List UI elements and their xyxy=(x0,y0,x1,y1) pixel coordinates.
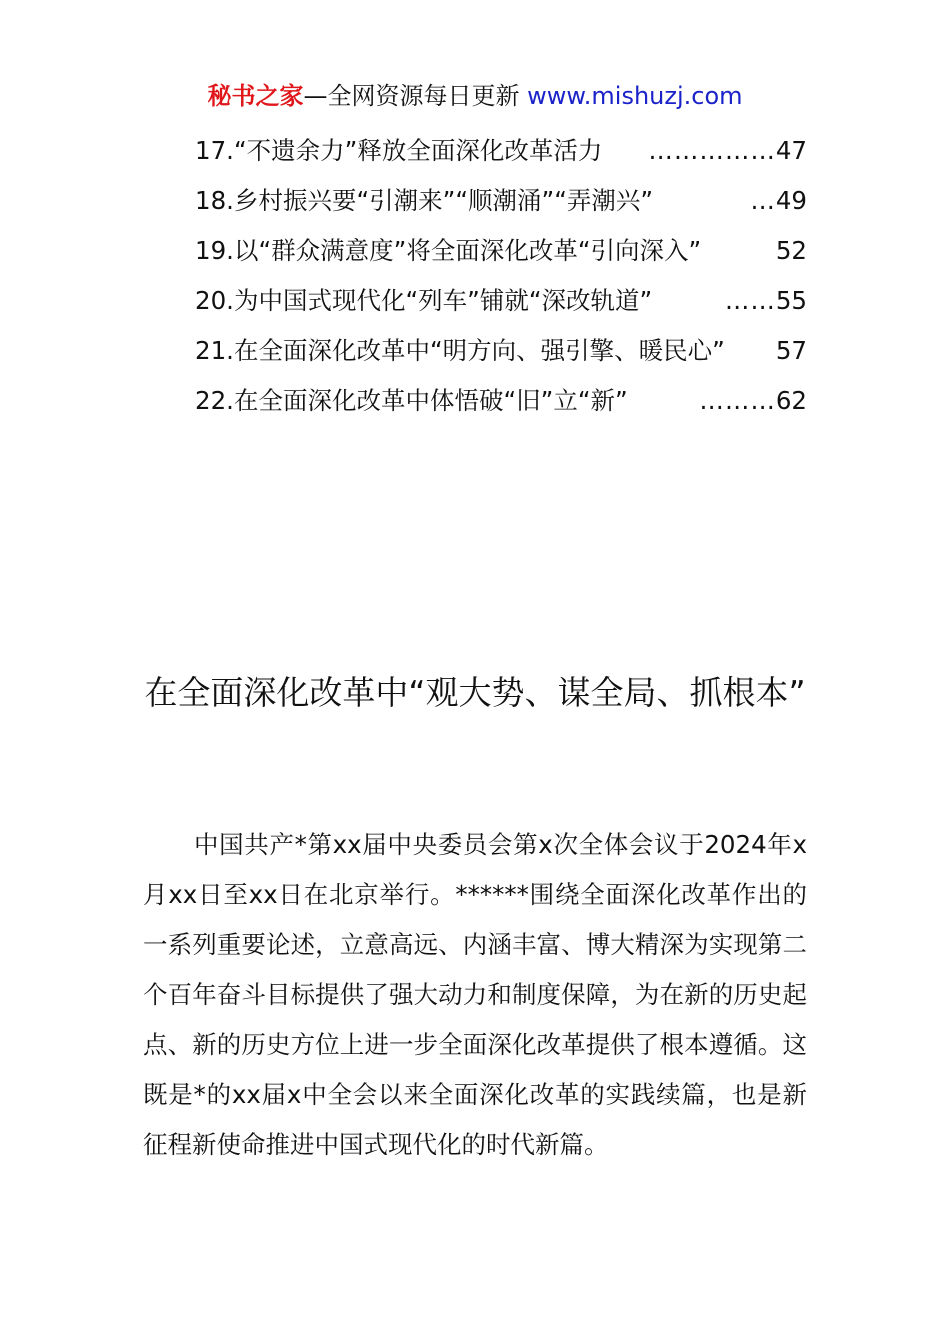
toc-item-page: 55 xyxy=(775,286,807,315)
toc-item[interactable] xyxy=(195,176,807,226)
toc-item[interactable] xyxy=(195,276,807,326)
site-header xyxy=(0,80,950,112)
toc-item-title: 18.乡村振兴要“引潮来”“顺潮涌”“弄潮兴” xyxy=(195,186,654,215)
toc-item-dots: ……… xyxy=(699,386,776,415)
toc-item-title: 19.以“群众满意度”将全面深化改革“引向深入” xyxy=(195,236,702,265)
toc-item-title: 22.在全面深化改革中体悟破“旧”立“新” xyxy=(195,386,628,415)
toc-item[interactable] xyxy=(195,376,807,426)
toc-item-dots: …………… xyxy=(648,136,776,165)
table-of-contents xyxy=(195,126,807,426)
toc-item-title: 20.为中国式现代化“列车”铺就“深改轨道” xyxy=(195,286,653,315)
toc-item-page: 57 xyxy=(775,336,807,365)
toc-item-page: 47 xyxy=(775,136,807,165)
article-paragraph: 中国共产*第xx届中央委员会第x次全体会议于2024年x月xx日至xx日在北京举行。******围绕全面深化改革作出的一系列重要论述，立意高远、内涵丰富、博大精深为实现第二个百年奋斗目标提供了强大动力和制度保障，为在新的历史起点、新的历史方位上进一步全面深化改革提供了根本遵循。这既是*的xx届x中全会以来全面深化改革的实践续篇，也是新征程新使命推进中国式现代化的时代新篇。 xyxy=(143,830,807,1159)
toc-item[interactable] xyxy=(195,326,807,376)
toc-item-dots: … xyxy=(750,186,776,215)
toc-item[interactable] xyxy=(195,126,807,176)
article-title: 在全面深化改革中“观大势、谋全局、抓根本” xyxy=(144,673,806,712)
toc-item-page: 52 xyxy=(775,236,807,265)
toc-item-page: 49 xyxy=(775,186,807,215)
toc-item-title: 21.在全面深化改革中“明方向、强引擎、暖民心” xyxy=(195,336,725,365)
site-tagline: —全网资源每日更新 xyxy=(303,82,528,110)
toc-item[interactable] xyxy=(195,226,807,276)
toc-item-title: 17.“不遗余力”释放全面深化改革活力 xyxy=(195,136,603,165)
toc-item-dots: …… xyxy=(724,286,776,315)
site-url-link[interactable]: www.mishuzj.com xyxy=(527,82,743,110)
site-brand: 秘书之家 xyxy=(207,82,304,110)
toc-item-page: 62 xyxy=(775,386,807,415)
